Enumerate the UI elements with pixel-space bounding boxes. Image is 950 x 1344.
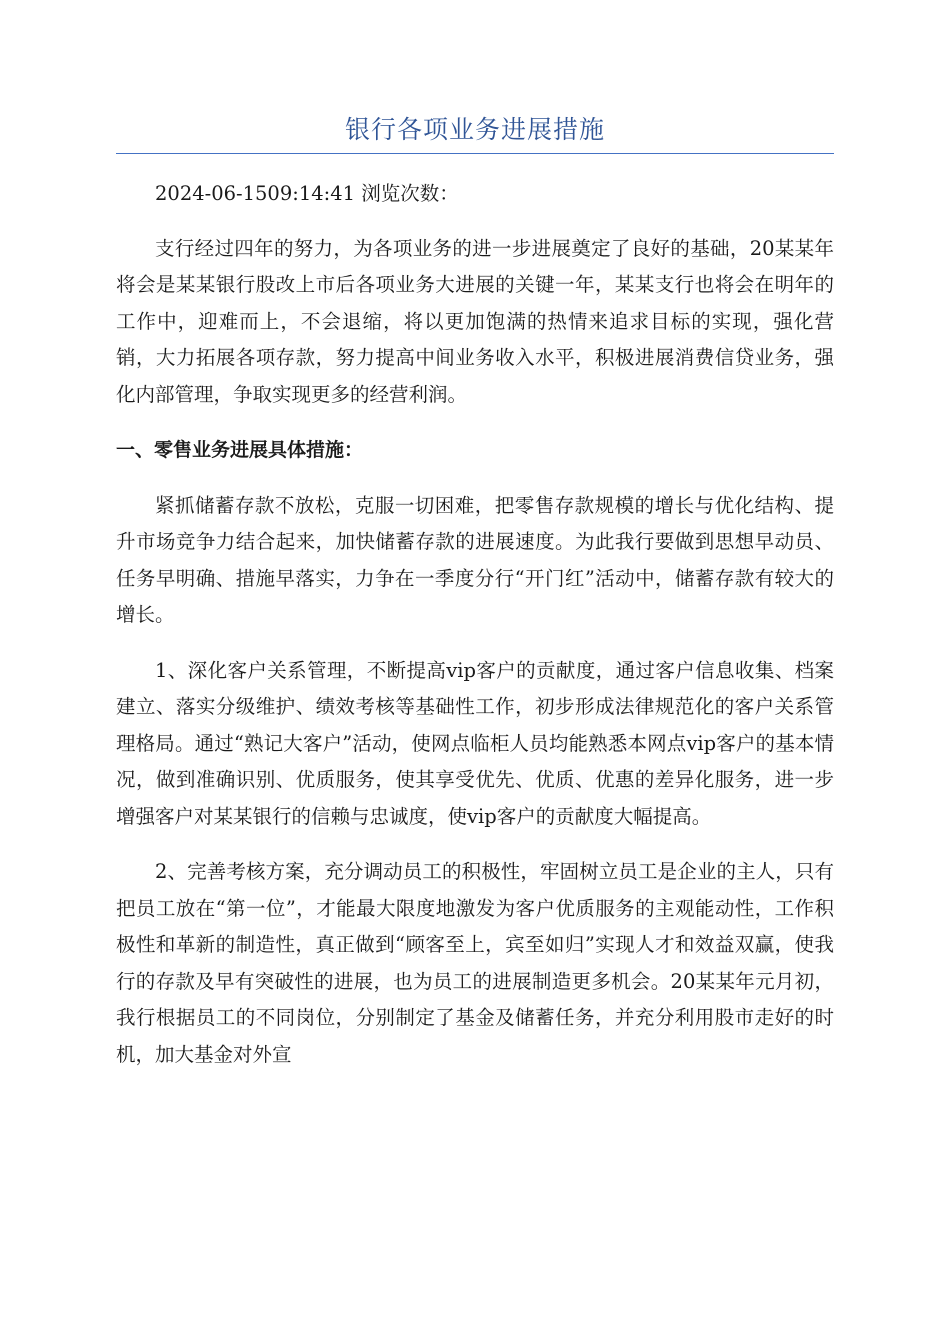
section-paragraph-retail: 紧抓储蓄存款不放松，克服一切困难，把零售存款规模的增长与优化结构、提升市场竞争力结合起来，加快储蓄存款的进展速度。为此我行要做到思想早动员、任务早明确、措施早落实，力争在一季度分行“开门红”活动中，储蓄存款有较大的增长。 bbox=[116, 493, 834, 626]
section-heading-retail: 一、零售业务进展具体措施： bbox=[116, 439, 364, 461]
title-underline bbox=[116, 153, 834, 154]
list-item-1: 1、深化客户关系管理，不断提高vip客户的贡献度，通过客户信息收集、档案建立、落实分级维护、绩效考核等基础性工作，初步形成法律规范化的客户关系管理格局。通过“熟记大客户”活动，使网点临柜人员均能熟悉本网点vip客户的基本情况，做到准确识别、优质服务，使其享受优先、优质、优惠的差异化服务，进一步增强客户对某某银行的信赖与忠诚度，使vip客户的贡献度大幅提高。 bbox=[116, 658, 834, 828]
list-item-2: 2、完善考核方案，充分调动员工的积极性，牢固树立员工是企业的主人，只有把员工放在“第一位”，才能最大限度地激发为客户优质服务的主观能动性，工作积极性和革新的制造性，真正做到“顾客至上，宾至如归”实现人才和效益双赢，使我行的存款及早有突破性的进展，也为员工的进展制造更多机会。20某某年元月初，我行根据员工的不同岗位，分别制定了基金及储蓄任务，并充分利用股市走好的时机，加大基金对外宣 bbox=[116, 860, 834, 1066]
publish-meta: 2024-06-1509:14:41 浏览次数： bbox=[155, 182, 459, 205]
document-body bbox=[116, 176, 834, 1092]
intro-paragraph: 支行经过四年的努力，为各项业务的进一步进展奠定了良好的基础，20某某年将会是某某银行股改上市后各项业务大进展的关键一年，某某支行也将会在明年的工作中，迎难而上，不会退缩，将以更加饱满的热情来追求目标的实现，强化营销，大力拓展各项存款，努力提高中间业务收入水平，积极进展消费信贷业务，强化内部管理，争取实现更多的经营利润。 bbox=[116, 236, 834, 406]
document-title: 银行各项业务进展措施 bbox=[344, 115, 605, 144]
